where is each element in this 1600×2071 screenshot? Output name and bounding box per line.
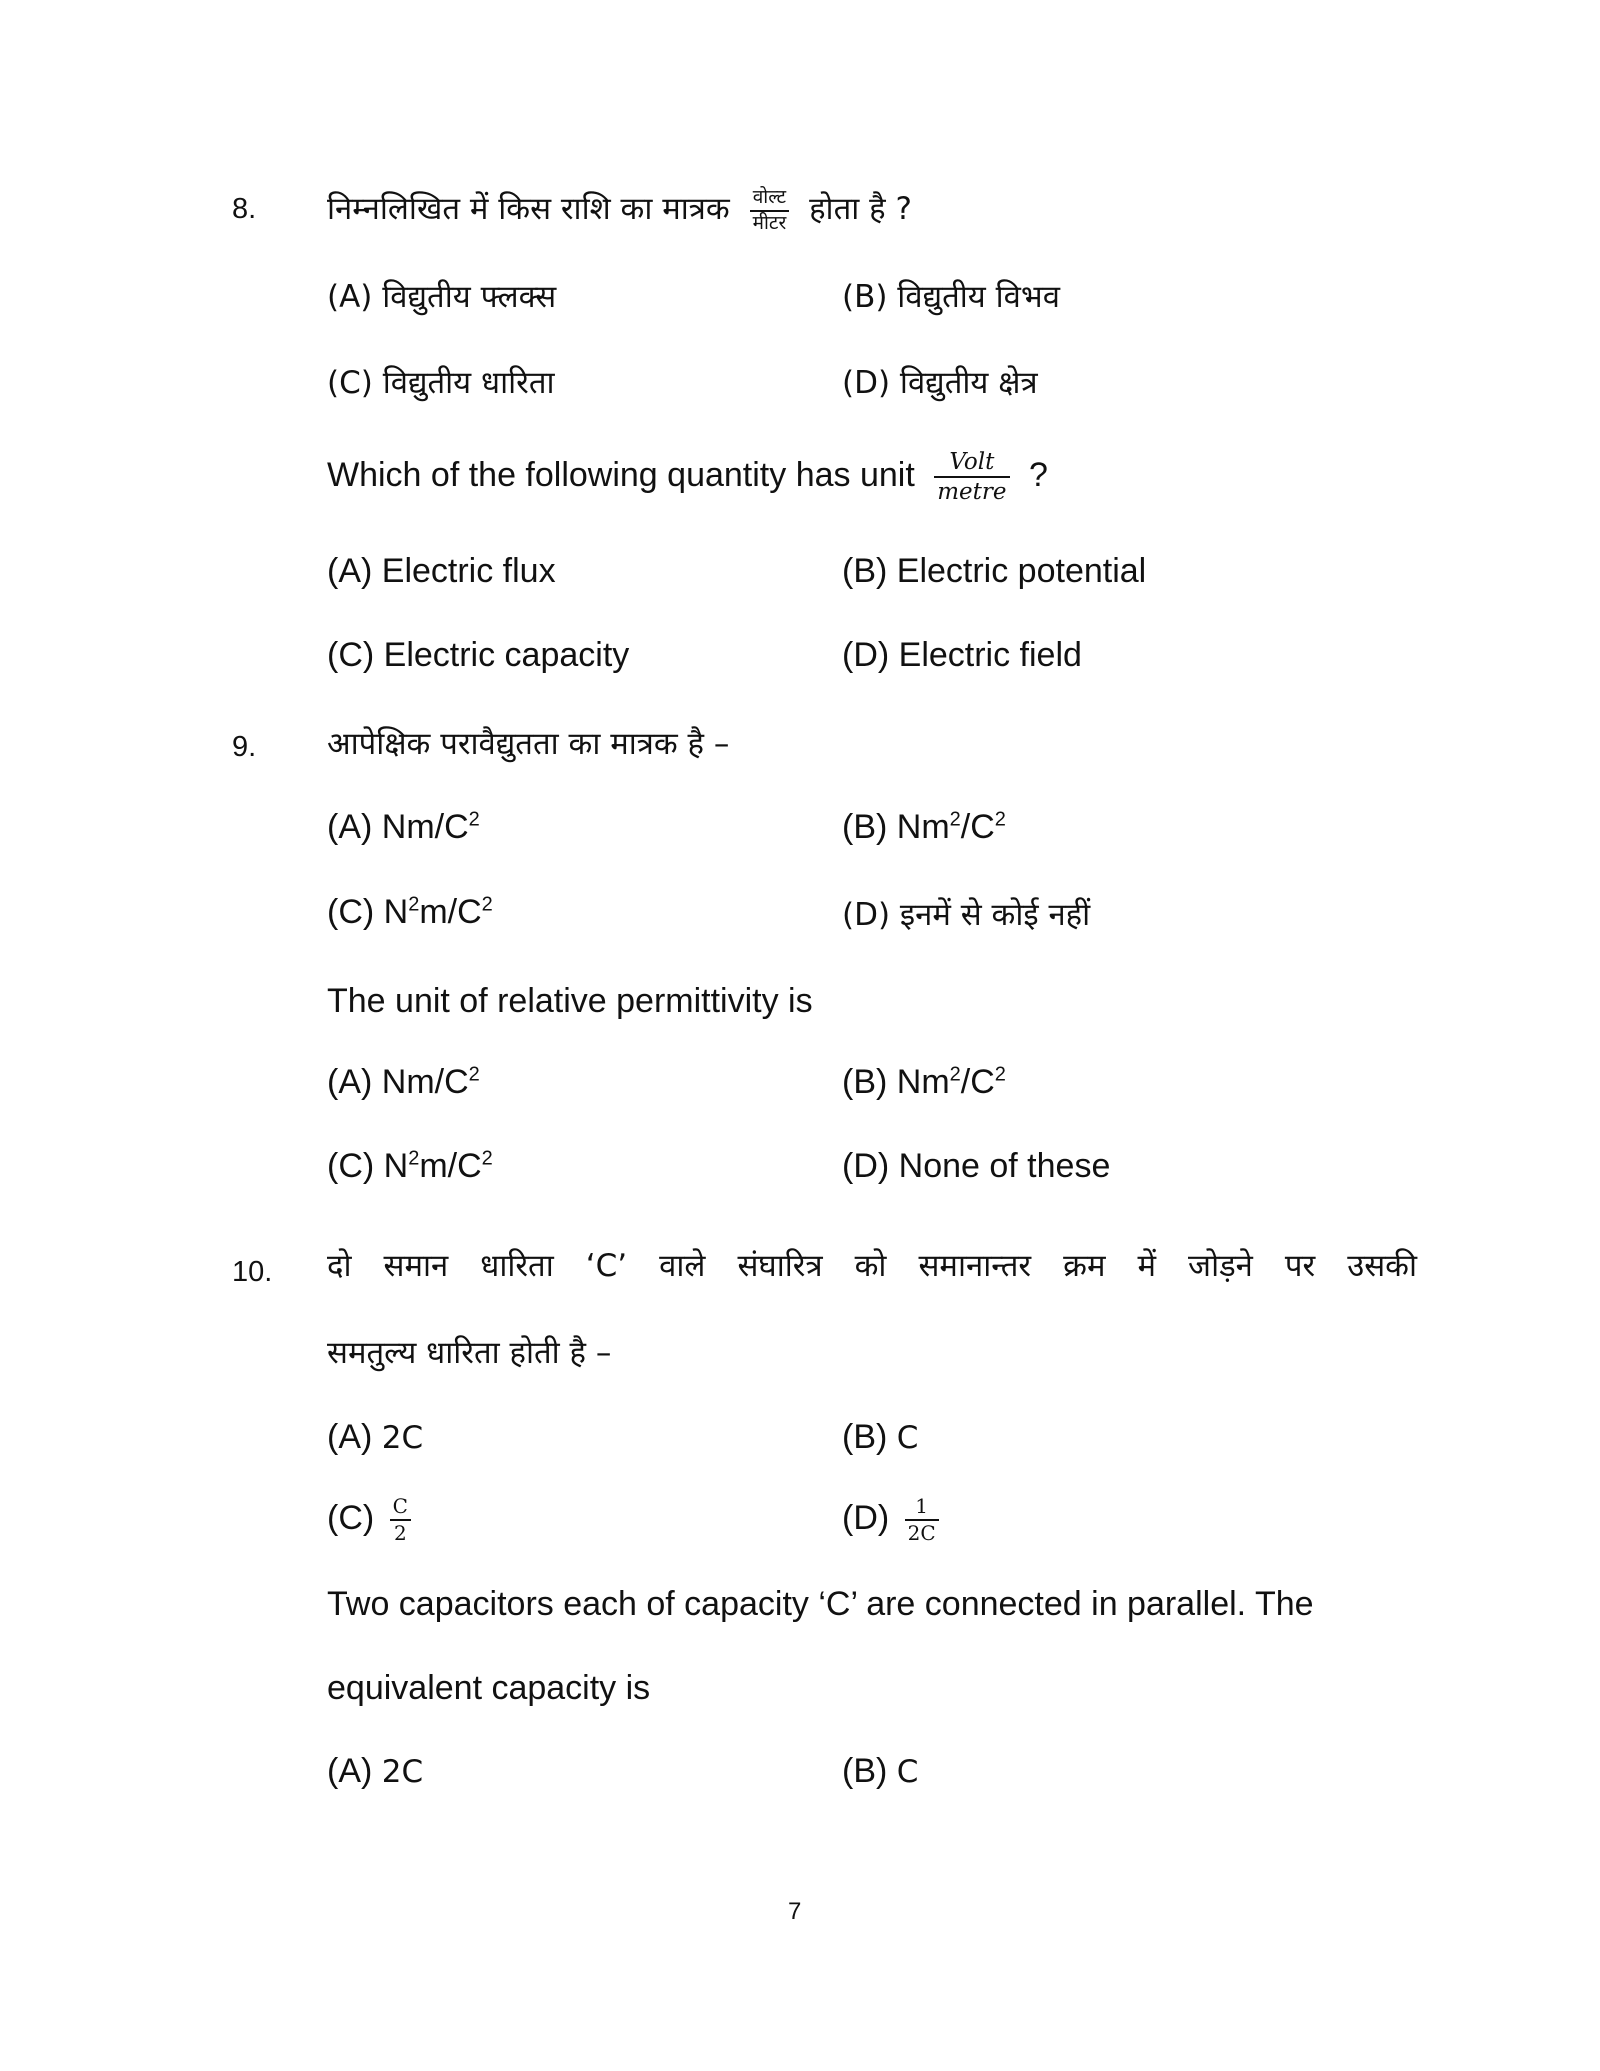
q9-hindi-question: आपेक्षिक परावैद्युतता का मात्रक है – — [327, 726, 730, 762]
q8-english-unit-fraction — [934, 450, 1009, 504]
q8-hindi-option-a[interactable]: (A) विद्युतीय फ्लक्स — [327, 279, 557, 315]
q10-hindi-question-line-2: समतुल्य धारिता होती है – — [327, 1335, 612, 1371]
q10-option-c-fraction: $\frac{C}{2}$ — [390, 1496, 411, 1544]
q10-hindi-option-a[interactable]: (A) 2C — [327, 1418, 424, 1456]
q8-english-question — [327, 450, 1048, 504]
q8-english-option-c[interactable]: (C) Electric capacity — [327, 636, 630, 674]
question-number-10: 10. — [232, 1256, 273, 1288]
q9-hindi-option-a[interactable]: (A) $Nm/C^2$ — [327, 808, 480, 846]
q9-hindi-option-b[interactable]: (B) $Nm^2/C^2$ — [842, 808, 1006, 846]
q10-english-question-line-2: equivalent capacity is — [327, 1669, 651, 1707]
q8-english-question-end: ? — [1028, 456, 1048, 495]
q8-english-question-text: Which of the following quantity has unit — [327, 456, 915, 495]
q10-english-option-a[interactable]: (A) 2C — [327, 1752, 424, 1790]
question-number-8: 8. — [232, 193, 257, 225]
q8-hindi-unit-numerator: वोल्ट — [750, 188, 790, 212]
q9-hindi-option-c[interactable]: (C) $N^2m/C^2$ — [327, 893, 493, 931]
q8-hindi-option-d[interactable]: (D) विद्युतीय क्षेत्र — [842, 365, 1038, 401]
q8-english-unit-denominator: metre — [937, 479, 1007, 506]
q8-hindi-question-end: होता है ? — [809, 191, 912, 227]
q10-option-d-fraction: $\frac{1}{2C}$ — [905, 1496, 939, 1544]
q9-english-option-b[interactable]: (B) $Nm^2/C^2$ — [842, 1063, 1006, 1101]
q8-hindi-question — [327, 187, 912, 233]
q10-hindi-option-c[interactable]: (C) $\frac{C}{2}$ — [327, 1496, 421, 1544]
q10-english-question-line-1: Two capacitors each of capacity ‘C’ are connected in parallel. The — [327, 1585, 1314, 1623]
q9-english-option-d[interactable]: (D) None of these — [842, 1147, 1111, 1185]
q8-hindi-question-text: निम्नलिखित में किस राशि का मात्रक — [327, 191, 730, 227]
q8-english-option-d[interactable]: (D) Electric field — [842, 636, 1082, 674]
q8-english-unit-numerator: Volt — [934, 450, 1009, 478]
q8-hindi-unit-fraction — [750, 185, 790, 234]
question-number-9: 9. — [232, 731, 257, 763]
q10-hindi-option-d[interactable]: (D) $\frac{1}{2C}$ — [842, 1496, 949, 1544]
q8-english-option-a[interactable]: (A) Electric flux — [327, 552, 556, 590]
q9-hindi-option-d[interactable]: (D) इनमें से कोई नहीं — [842, 897, 1091, 933]
q10-hindi-question-line-1: दो समान धारिता ‘C’ वाले संघारित्र को समानान्तर क्रम में जोड़ने पर उसकी — [327, 1248, 1417, 1284]
page-number: 7 — [788, 1898, 802, 1925]
q8-hindi-option-c[interactable]: (C) विद्युतीय धारिता — [327, 365, 555, 401]
q8-english-option-b[interactable]: (B) Electric potential — [842, 552, 1147, 590]
q8-hindi-option-b[interactable]: (B) विद्युतीय विभव — [842, 279, 1060, 315]
q9-english-option-c[interactable]: (C) $N^2m/C^2$ — [327, 1147, 493, 1185]
q10-hindi-option-b[interactable]: (B) C — [842, 1418, 919, 1456]
q9-english-question: The unit of relative permittivity is — [327, 982, 813, 1020]
q10-english-option-b[interactable]: (B) C — [842, 1752, 919, 1790]
q9-english-option-a[interactable]: (A) $Nm/C^2$ — [327, 1063, 480, 1101]
q8-hindi-unit-denominator: मीटर — [752, 211, 787, 234]
